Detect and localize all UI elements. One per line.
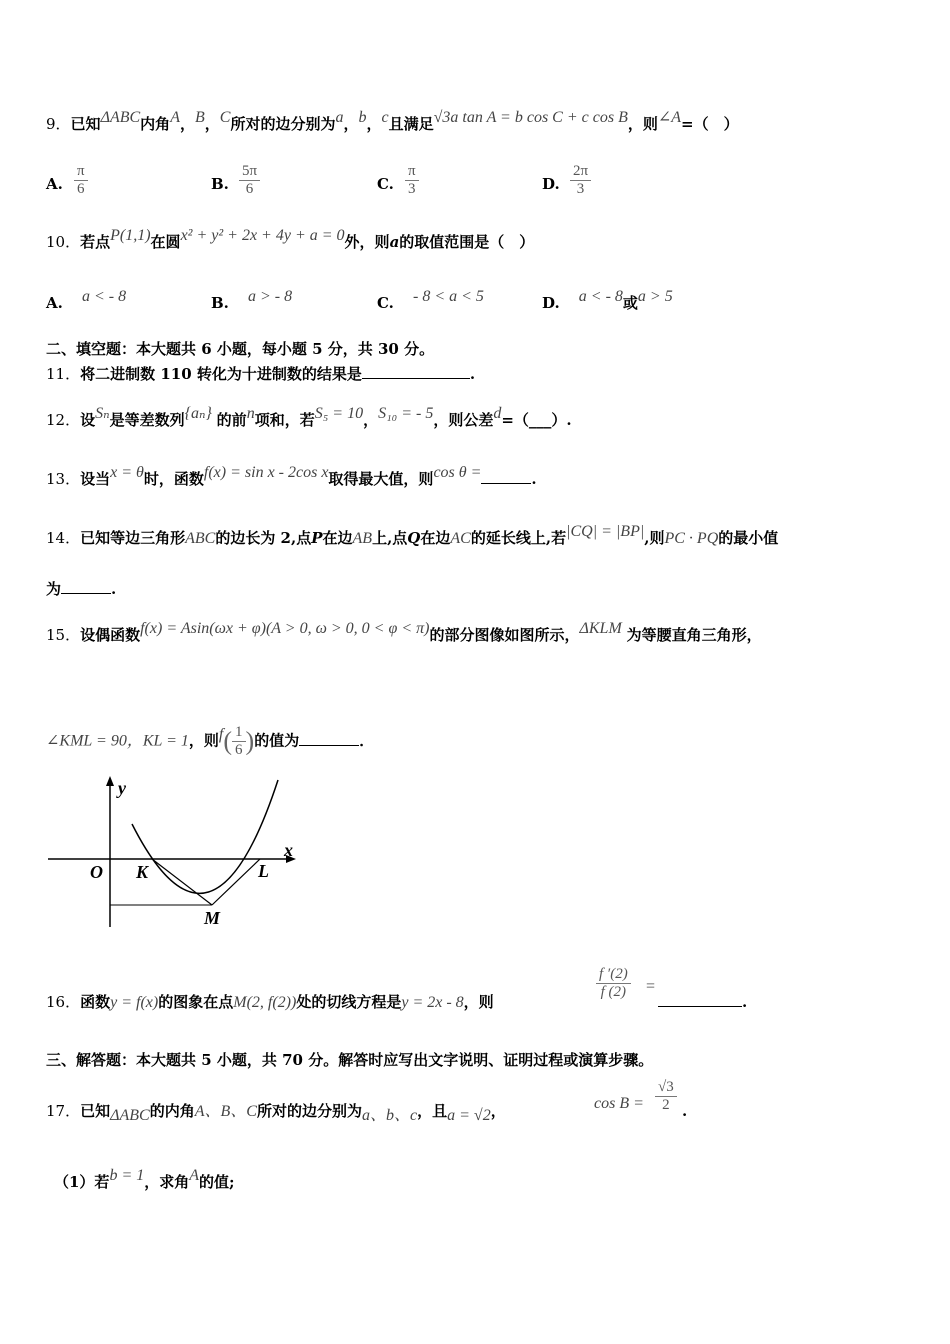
math-side-c: c bbox=[381, 109, 389, 126]
math-sqrt3-over-2 bbox=[655, 1079, 677, 1114]
numerator: 1 bbox=[232, 724, 246, 742]
label-k: K bbox=[136, 862, 149, 882]
question-16 bbox=[46, 992, 494, 1013]
math-c: C bbox=[219, 109, 231, 126]
text: 设当 bbox=[80, 470, 111, 488]
text: 所对的边分别为 bbox=[230, 115, 336, 133]
section-fill-in: 二、填空题：本大题共 6 小题，每小题 5 分，共 30 分。 bbox=[46, 340, 435, 358]
text: 的前 bbox=[216, 411, 247, 429]
text: ， bbox=[366, 115, 382, 133]
text: ， bbox=[363, 411, 379, 429]
text: ,则 bbox=[644, 529, 665, 547]
math-angle-a: ∠A bbox=[657, 109, 682, 126]
text: ，且 bbox=[417, 1102, 448, 1120]
numerator: 5π bbox=[239, 163, 260, 181]
text: 若点 bbox=[80, 233, 111, 251]
denominator: 6 bbox=[235, 742, 243, 758]
math-a: A bbox=[170, 109, 180, 126]
math-p: P bbox=[311, 529, 323, 547]
question-10 bbox=[46, 227, 535, 253]
text: ． bbox=[359, 731, 375, 750]
answer-blank[interactable] bbox=[362, 364, 470, 379]
text: 的内角 bbox=[149, 1102, 195, 1120]
q10-option-a bbox=[46, 288, 127, 314]
math-q: Q bbox=[407, 529, 421, 547]
text: ， bbox=[204, 115, 220, 133]
text: 的最小值 bbox=[718, 529, 779, 547]
text: ，则公差 bbox=[433, 411, 494, 429]
math-derivative-ratio bbox=[596, 966, 631, 1001]
option-expression: - 8 < a < 5 bbox=[412, 288, 484, 305]
math-d: d bbox=[493, 405, 502, 422]
math-sides: a、b、c bbox=[361, 1107, 418, 1124]
q17-end: . bbox=[682, 1102, 688, 1120]
math-side-b: b bbox=[358, 109, 367, 126]
text: 的值为 bbox=[254, 731, 300, 750]
math-cos-b: cos B = bbox=[594, 1095, 644, 1112]
cosine-curve bbox=[132, 780, 278, 893]
q16-answer bbox=[658, 992, 747, 1012]
text: ，则 bbox=[627, 115, 658, 133]
math-cq-bp: |CQ| = |BP| bbox=[566, 523, 645, 540]
math-one-sixth bbox=[232, 724, 246, 759]
numerator: 2π bbox=[570, 163, 591, 181]
option-expression: a < - 8 bbox=[578, 288, 623, 305]
text: ， bbox=[343, 115, 359, 133]
numerator: √3 bbox=[655, 1079, 677, 1097]
question-17-part-1 bbox=[54, 1167, 235, 1193]
text: 的值; bbox=[199, 1173, 235, 1191]
text: =（ ） bbox=[681, 115, 739, 133]
option-b-fraction bbox=[239, 163, 260, 198]
label-o: O bbox=[90, 862, 103, 882]
option-expression: a < - 8 bbox=[81, 288, 127, 305]
y-axis-arrow bbox=[106, 776, 114, 786]
math-dot-product: PC · PQ bbox=[664, 530, 719, 547]
text: 所对的边分别为 bbox=[256, 1102, 362, 1120]
denominator: 2 bbox=[662, 1097, 670, 1113]
q10-option-b bbox=[211, 288, 293, 314]
text: 的部分图像如图所示， bbox=[429, 626, 580, 644]
text: ，求角 bbox=[144, 1173, 190, 1191]
question-number: 9． bbox=[46, 115, 71, 133]
segment-ml bbox=[212, 859, 260, 905]
text: 内角 bbox=[140, 115, 171, 133]
q10-option-c bbox=[377, 288, 484, 314]
question-13 bbox=[46, 464, 537, 490]
math-triangle: ΔABC bbox=[100, 109, 141, 126]
math-equals: = bbox=[646, 978, 656, 995]
denominator: 6 bbox=[77, 181, 85, 197]
section-solutions: 三、解答题：本大题共 5 小题，共 70 分。解答时应写出文字说明、证明过程或演算步骤。 bbox=[46, 1051, 654, 1069]
text: . bbox=[469, 365, 476, 383]
text: ， bbox=[490, 1102, 506, 1120]
text: . bbox=[111, 580, 117, 598]
numerator: f ′(2) bbox=[596, 966, 631, 984]
math-triangle-klm: ΔKLM bbox=[579, 620, 622, 637]
math-point-m: M(2, f(2)) bbox=[233, 994, 297, 1011]
question-17 bbox=[46, 1101, 506, 1122]
math-x-theta: x = θ bbox=[110, 464, 144, 481]
text: 的延长线上,若 bbox=[470, 529, 567, 547]
text[interactable]: =（___）. bbox=[501, 411, 572, 429]
question-14 bbox=[46, 523, 779, 549]
text-or: 或 bbox=[622, 294, 638, 312]
label-m: M bbox=[204, 908, 221, 928]
math-equation: √3a tan A = b cos C + c cos B bbox=[433, 109, 628, 126]
question-number: 13． bbox=[46, 470, 81, 488]
text: 将二进制数 110 转化为十进制数的结果是 bbox=[80, 365, 362, 383]
text: 为等腰直角三角形， bbox=[626, 626, 762, 644]
text: 为 bbox=[46, 580, 62, 598]
math-angles: A、B、C bbox=[194, 1103, 257, 1120]
text: 的取值范围是（ ） bbox=[399, 233, 535, 251]
option-label: D. bbox=[542, 294, 560, 312]
math-angle-a: A bbox=[189, 1167, 200, 1184]
text: 在边 bbox=[322, 529, 353, 547]
label-l: L bbox=[258, 861, 269, 881]
answer-blank[interactable] bbox=[61, 579, 111, 594]
text: . bbox=[531, 470, 537, 488]
option-label: B. bbox=[211, 294, 229, 312]
text: 的边长为 2,点 bbox=[215, 529, 312, 547]
math-a-value: a = √2 bbox=[447, 1107, 491, 1124]
question-number: 10． bbox=[46, 233, 81, 251]
math-cos-theta: cos θ = bbox=[433, 464, 482, 481]
text: 的图象在点 bbox=[158, 993, 234, 1011]
question-12 bbox=[46, 405, 572, 431]
math-a: a bbox=[389, 233, 400, 251]
answer-blank[interactable] bbox=[658, 992, 742, 1007]
text: 设偶函数 bbox=[80, 626, 141, 644]
math-b-value: b = 1 bbox=[109, 1167, 145, 1184]
text: 已知 bbox=[70, 115, 101, 133]
denominator: 3 bbox=[408, 181, 416, 197]
question-number: 16． bbox=[46, 993, 81, 1011]
text: ，则 bbox=[188, 731, 219, 750]
text: 外，则 bbox=[344, 233, 390, 251]
question-number: 15． bbox=[46, 626, 81, 644]
text: 已知等边三角形 bbox=[80, 529, 186, 547]
question-15 bbox=[46, 620, 762, 646]
option-label: C. bbox=[377, 294, 394, 312]
math-function: f(x) = sin x - 2cos x bbox=[203, 464, 329, 481]
math-sequence: {aₙ} bbox=[184, 405, 212, 422]
question-14-continued bbox=[46, 579, 116, 599]
text: 且满足 bbox=[388, 115, 434, 133]
math-point: P(1,1) bbox=[110, 227, 151, 244]
text: 项和，若 bbox=[254, 411, 315, 429]
part-label: （1）若 bbox=[54, 1173, 110, 1191]
q16-equals bbox=[646, 976, 655, 997]
question-number: 11． bbox=[46, 365, 81, 383]
question-number: 14． bbox=[46, 529, 81, 547]
question-number: 12． bbox=[46, 411, 81, 429]
math-triangle: ΔABC bbox=[110, 1107, 150, 1124]
option-a-fraction bbox=[74, 163, 88, 198]
denominator: f (2) bbox=[600, 984, 627, 1000]
label-y: y bbox=[118, 778, 126, 798]
question-9 bbox=[46, 109, 739, 135]
math-circle-equation: x² + y² + 2x + 4y + a = 0 bbox=[180, 227, 345, 244]
math-sn: Sₙ bbox=[95, 405, 110, 422]
q10-option-d bbox=[542, 288, 673, 314]
math-b: B bbox=[194, 109, 205, 126]
math-s10: S₁₀ = - 5 bbox=[378, 405, 434, 422]
option-d-fraction bbox=[570, 163, 591, 198]
math-side-a: a bbox=[335, 109, 344, 126]
option-label: A. bbox=[46, 294, 63, 312]
text: 上,点 bbox=[372, 529, 408, 547]
answer-blank[interactable] bbox=[481, 469, 531, 484]
text: 处的切线方程是 bbox=[296, 993, 402, 1011]
text: ， bbox=[179, 115, 195, 133]
segment-km bbox=[152, 859, 212, 905]
text: ，则 bbox=[463, 993, 494, 1011]
denominator: 3 bbox=[576, 181, 585, 197]
option-c-fraction bbox=[405, 163, 419, 198]
option-expression: a > - 8 bbox=[247, 288, 293, 305]
text: 已知 bbox=[80, 1102, 111, 1120]
math-y-fx: y = f(x) bbox=[110, 994, 159, 1011]
label-x: x bbox=[284, 840, 293, 860]
numerator: π bbox=[74, 163, 88, 181]
text: 在边 bbox=[420, 529, 451, 547]
math-function: f(x) = Asin(ωx + φ)(A > 0, ω > 0, 0 < φ < π) bbox=[140, 620, 430, 637]
function-graph bbox=[44, 772, 306, 932]
math-s5: S₅ = 10 bbox=[314, 405, 364, 422]
math-f: f bbox=[218, 725, 224, 743]
text: 取得最大值，则 bbox=[328, 470, 434, 488]
text: 设 bbox=[80, 411, 96, 429]
question-number: 17． bbox=[46, 1102, 81, 1120]
math-ab: AB bbox=[352, 530, 373, 547]
math-cos-b-label bbox=[594, 1093, 644, 1114]
option-a-label: A. bbox=[46, 175, 63, 193]
math-n: n bbox=[246, 405, 255, 422]
math-angle-kml: ∠KML = 90，KL = 1 bbox=[46, 732, 189, 750]
numerator: π bbox=[405, 163, 419, 181]
text: 是等差数列 bbox=[109, 411, 185, 429]
question-11 bbox=[46, 364, 475, 384]
option-expression-2: a > 5 bbox=[637, 288, 673, 305]
answer-blank[interactable] bbox=[299, 731, 359, 746]
text: . bbox=[742, 993, 748, 1011]
math-ac: AC bbox=[450, 530, 471, 547]
math-abc: ABC bbox=[185, 530, 216, 547]
denominator: 6 bbox=[245, 181, 254, 197]
question-15-continued: ∠KML = 90，KL = 1，则f( $\frac{1}{6}$ )的值为 ． bbox=[46, 724, 375, 758]
text: 时，函数 bbox=[143, 470, 204, 488]
option-c-label: C. bbox=[377, 175, 394, 193]
option-b-label: B. bbox=[211, 175, 229, 193]
text: 函数 bbox=[80, 993, 111, 1011]
option-d-label: D. bbox=[542, 175, 560, 193]
text: 在圆 bbox=[150, 233, 181, 251]
math-tangent-line: y = 2x - 8 bbox=[401, 994, 464, 1011]
